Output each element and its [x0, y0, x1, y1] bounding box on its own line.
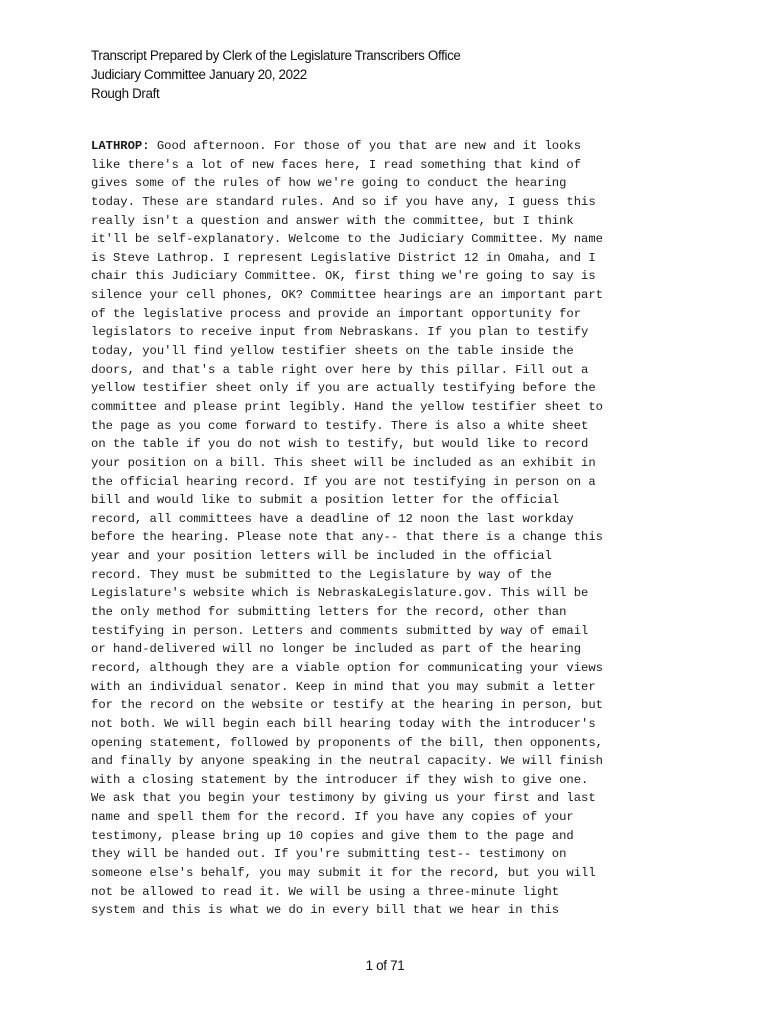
transcript-line-text: the page as you come forward to testify. There is also a white sheet [91, 418, 589, 433]
transcript-body [91, 137, 691, 920]
transcript-line-text: not be allowed to read it. We will be using a three-minute light [91, 884, 560, 899]
transcript-line [91, 808, 691, 827]
transcript-line-text: like there's a lot of new faces here, I read something that kind of [91, 157, 582, 172]
transcript-line-text: system and this is what we do in every bill that we hear in this [91, 903, 560, 918]
transcript-line [91, 230, 691, 249]
transcript-line-text: Good afternoon. For those of you that are new and it looks [149, 139, 582, 153]
transcript-line-text: testifying in person. Letters and comments submitted by way of email [91, 623, 589, 638]
transcript-line-text: testimony, please bring up 10 copies and give them to the page and [91, 828, 574, 843]
header-committee-date-line: Judiciary Committee January 20, 2022 [91, 67, 307, 82]
transcript-header [91, 46, 461, 103]
transcript-line [91, 491, 691, 510]
speaker-name: LATHROP: [91, 139, 150, 153]
transcript-line [91, 174, 691, 193]
transcript-line-text: really isn't a question and answer with the committee, but I think [91, 213, 574, 228]
transcript-line [91, 510, 691, 529]
transcript-line-text: name and spell them for the record. If you have any copies of your [91, 810, 574, 825]
transcript-line [91, 379, 691, 398]
transcript-line-text: with an individual senator. Keep in mind that you may submit a letter [91, 679, 596, 694]
transcript-line [91, 640, 691, 659]
transcript-line [91, 193, 691, 212]
transcript-line-text: not both. We will begin each bill hearing today with the introducer's [91, 716, 596, 731]
transcript-line [91, 622, 691, 641]
transcript-line [91, 864, 691, 883]
transcript-line-text: bill and would like to submit a position letter for the official [91, 493, 560, 508]
transcript-line-text: committee and please print legibly. Hand the yellow testifier sheet to [91, 399, 603, 414]
transcript-line [91, 827, 691, 846]
transcript-line-text: they will be handed out. If you're submitting test-- testimony on [91, 847, 567, 862]
transcript-line [91, 771, 691, 790]
transcript-line [91, 323, 691, 342]
transcript-line-text: yellow testifier sheet only if you are actually testifying before the [91, 381, 596, 396]
transcript-line-text: chair this Judiciary Committee. OK, first thing we're going to say is [91, 269, 596, 284]
transcript-line-text: Legislature's website which is NebraskaLegislature.gov. This will be [91, 586, 589, 601]
transcript-line-text: legislators to receive input from Nebraskans. If you plan to testify [91, 325, 589, 340]
transcript-line [91, 696, 691, 715]
transcript-line [91, 734, 691, 753]
page-number: 1 of 71 [365, 958, 405, 973]
transcript-line-text: We ask that you begin your testimony by giving us your first and last [91, 791, 596, 806]
transcript-line [91, 715, 691, 734]
transcript-line [91, 883, 691, 902]
transcript-line [91, 901, 691, 920]
transcript-line [91, 286, 691, 305]
transcript-line-text: the only method for submitting letters for the record, other than [91, 605, 567, 620]
transcript-line [91, 566, 691, 585]
transcript-line [91, 528, 691, 547]
transcript-line [91, 789, 691, 808]
transcript-line-text: year and your position letters will be included in the official [91, 549, 552, 564]
transcript-line [91, 845, 691, 864]
transcript-line [91, 137, 691, 156]
transcript-line [91, 417, 691, 436]
transcript-line-text: record. They must be submitted to the Legislature by way of the [91, 567, 552, 582]
transcript-line-text: is Steve Lathrop. I represent Legislative District 12 in Omaha, and I [91, 250, 596, 265]
transcript-line [91, 156, 691, 175]
transcript-line-text: before the hearing. Please note that any-- that there is a change this [91, 530, 603, 545]
header-office-line: Transcript Prepared by Clerk of the Legislature Transcribers Office [91, 48, 461, 63]
transcript-line [91, 249, 691, 268]
transcript-line [91, 584, 691, 603]
transcript-line-text: for the record on the website or testify at the hearing in person, but [91, 698, 603, 713]
transcript-line [91, 454, 691, 473]
transcript-line-text: today, you'll find yellow testifier sheets on the table inside the [91, 344, 574, 359]
transcript-line-text: on the table if you do not wish to testify, but would like to record [91, 437, 589, 452]
transcript-line-text: silence your cell phones, OK? Committee hearings are an important part [91, 288, 603, 303]
transcript-line-text: record, all committees have a deadline of 12 noon the last workday [91, 511, 574, 526]
transcript-line-text: doors, and that's a table right over here by this pillar. Fill out a [91, 362, 589, 377]
transcript-line-text: today. These are standard rules. And so if you have any, I guess this [91, 194, 596, 209]
transcript-line [91, 267, 691, 286]
transcript-line [91, 342, 691, 361]
transcript-line-text: it'll be self-explanatory. Welcome to the Judiciary Committee. My name [91, 232, 603, 247]
transcript-line-text: gives some of the rules of how we're going to conduct the hearing [91, 176, 567, 191]
transcript-line-text: opening statement, followed by proponents of the bill, then opponents, [91, 735, 603, 750]
transcript-line-text: of the legislative process and provide an important opportunity for [91, 306, 582, 321]
transcript-line-text: someone else's behalf, you may submit it for the record, but you will [91, 865, 596, 880]
header-draft-status: Rough Draft [91, 86, 160, 101]
transcript-line-text: or hand-delivered will no longer be included as part of the hearing [91, 642, 582, 657]
transcript-line-text: and finally by anyone speaking in the neutral capacity. We will finish [91, 754, 603, 769]
transcript-line [91, 678, 691, 697]
transcript-line-text: record, although they are a viable option for communicating your views [91, 660, 603, 675]
transcript-line [91, 473, 691, 492]
transcript-line [91, 547, 691, 566]
transcript-line [91, 305, 691, 324]
transcript-line [91, 398, 691, 417]
transcript-line [91, 361, 691, 380]
transcript-line-text: with a closing statement by the introducer if they wish to give one. [91, 772, 589, 787]
transcript-line-text: the official hearing record. If you are not testifying in person on a [91, 474, 596, 489]
transcript-line [91, 752, 691, 771]
transcript-line [91, 435, 691, 454]
transcript-line [91, 659, 691, 678]
transcript-line [91, 603, 691, 622]
transcript-line [91, 212, 691, 231]
transcript-line-text: your position on a bill. This sheet will be included as an exhibit in [91, 455, 596, 470]
